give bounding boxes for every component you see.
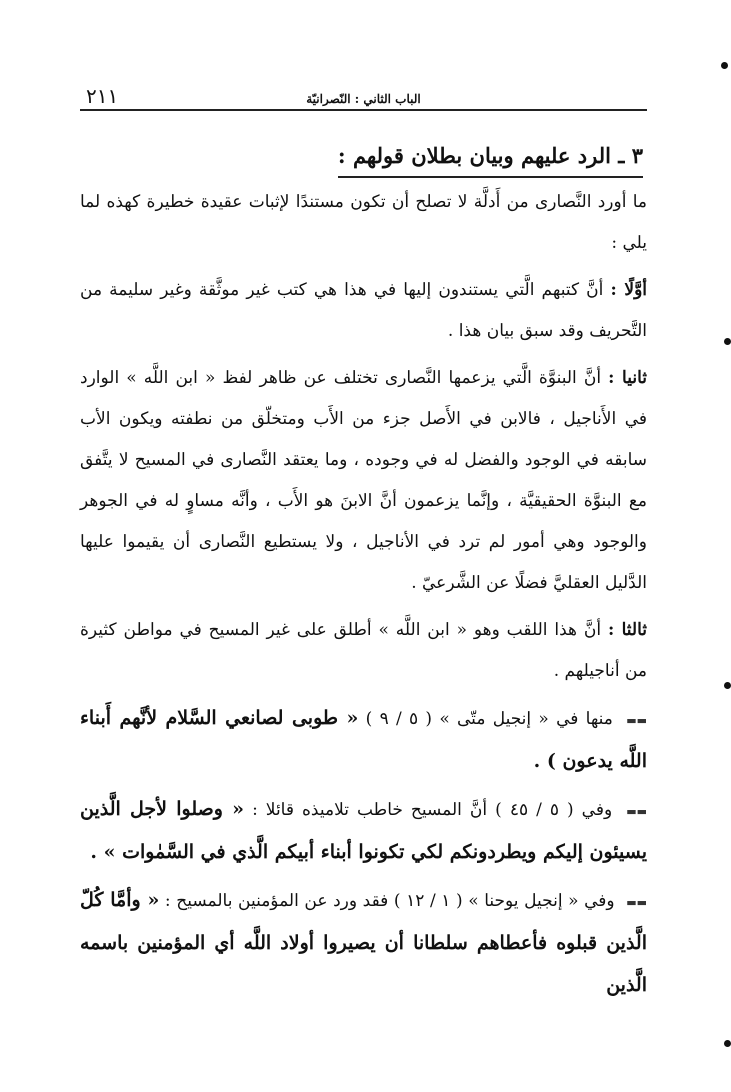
page-number: ٢١١ [86, 84, 119, 108]
third-point-lead: ثالثا : [607, 620, 647, 640]
margin-dot-icon [724, 682, 731, 689]
section-heading: ٣ ـ الرد عليهم وبيان بطلان قولهم : [338, 136, 643, 178]
margin-dot-icon [724, 338, 731, 345]
second-point-paragraph [80, 358, 647, 604]
bullet-quote: « وصلوا لأجل الَّذين يسيئون إليكم ويطردونكم لكي تكونوا أبناء أبيكم الَّذي في السَّمٰوات » . [80, 798, 647, 863]
bullet-intro: وفي « إنجيل يوحنا » ( ١ / ١٢ ) فقد ورد عن المؤمنين بالمسيح : [164, 891, 615, 911]
second-point-text: أنَّ البنوَّة الَّتي يزعمها النَّصارى تختلف عن ظاهر لفظ « ابن اللَّه » الوارد في الأَناجيل ، فالابن في الأَصل جزء من الأَب ومتخلّق من نطفته ويكون الأب سابقه في الوجود والفضل له في وجوده ، وما يعتقد النَّصارى في المسيح لا يتَّفق مع البنوَّة الحقيقيَّة ، وإنَّما يزعمون أنَّ الابنَ هو الأَب ، وأنَّه مساوٍ له في الجوهر والوجود وهي أمور لم ترد في الأناجيل ، ولا يستطيع النَّصارى أن يقيموا عليها الدَّليل العقليَّ فضلًا عن الشَّرعيّ . [80, 368, 647, 593]
margin-dot-icon [724, 1040, 731, 1047]
bullet-matthew-5-45 [80, 789, 647, 874]
intro-text: ما أورد النَّصارى من أَدلَّة لا تصلح أن تكون مستندًا لإثبات عقيدة خطيرة كهذه لما يلي : [80, 192, 647, 253]
page-body [80, 136, 647, 1007]
bullet-quote: « طوبى لصانعي السَّلام لأنَّهم أَبناء اللَّه يدعون ) . [80, 707, 647, 772]
bullet-intro: منها في « إنجيل متّى » ( ٥ / ٩ ) [365, 709, 613, 729]
page-header [80, 82, 647, 108]
bullet-matthew-5-9 [80, 698, 647, 783]
margin-dot-icon [721, 62, 728, 69]
dash-bullet-icon: ▬▬ [626, 714, 647, 727]
header-rule [80, 109, 647, 111]
bullet-quote: « وأمَّا كُلّ الَّذين قبلوه فأعطاهم سلطانا أن يصيروا أولاد اللَّه أي المؤمنين باسمه الَّذين [80, 889, 647, 996]
bullet-john-1-12 [80, 880, 647, 1007]
bullet-intro: وفي ( ٥ / ٤٥ ) أنَّ المسيح خاطب تلاميذه قائلا : [252, 800, 613, 820]
first-point-text: أنَّ كتبهم الَّتي يستندون إليها في هذا هي كتب غير موثَّقة وغير سليمة من التَّحريف وقد سبق بيان هذا . [80, 280, 647, 341]
first-point-paragraph [80, 270, 647, 352]
intro-paragraph [80, 182, 647, 264]
first-point-lead: أوَّلًا : [610, 280, 648, 300]
dash-bullet-icon: ▬▬ [626, 805, 648, 818]
third-point-paragraph [80, 610, 647, 692]
dash-bullet-icon: ▬▬ [626, 896, 648, 909]
running-title: الباب الثاني : النّصرانيّة [306, 92, 421, 106]
second-point-lead: ثانيا : [608, 368, 647, 388]
third-point-text: أنَّ هذا اللقب وهو « ابن اللَّه » أطلق على غير المسيح في مواطن كثيرة من أناجيلهم . [80, 620, 647, 681]
